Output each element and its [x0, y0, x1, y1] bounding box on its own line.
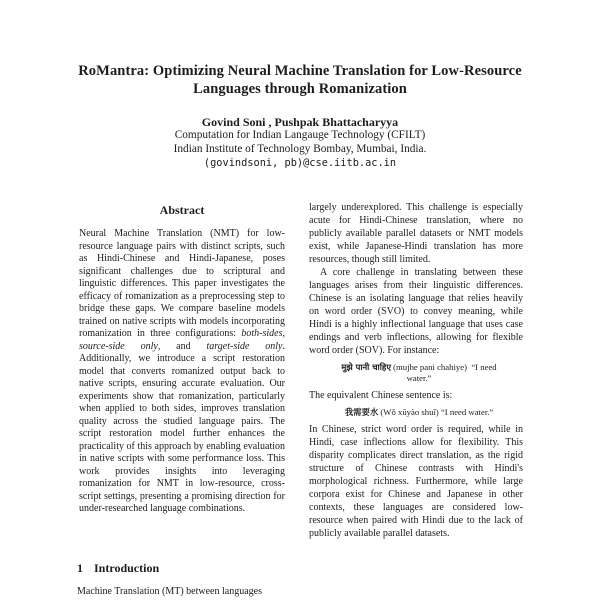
chinese-gloss: “I need water.” — [440, 407, 494, 417]
abstract-segment: , — [282, 328, 285, 339]
paper-title: RoMantra: Optimizing Neural Machine Translation for Low-Resource Languages through Romanization — [78, 63, 522, 97]
chinese-native-text: 我需要水 — [344, 407, 379, 417]
abstract-heading: Abstract — [159, 203, 205, 217]
right-paragraph-2: A core challenge in translating between these languages arises from their linguistic differences. Chinese is an isolating language that relies heavily on word order (SVO) to convey meaning, while Hindi is a highly inflectional language that uses case endings and verb inflections, allowing for flexible word order (SOV). For instance: — [309, 267, 523, 356]
author-emails: (govindsoni, pb)@cse.iitb.ac.in — [203, 157, 397, 169]
abstract-segment: . Additionally, we introduce a script restoration model that converts romanized output back to native scripts, ensuring accurate evaluation. Our experiments show that romanization, particularly when applied to both sides, improves translation quality across the studied language pairs. The script restoration model further enhances the practicality of this approach by enabling evaluation in native scripts with some performance loss. This work provides insights into leveraging romanization for NMT in low-resource, cross-script settings, presenting a promising direction for under-researched language combinations. — [79, 340, 285, 514]
abstract-segment: Neural Machine Translation (NMT) for low-resource language pairs with distinct scripts, such as Hindi-Chinese and Hindi-Japanese, poses significant challenges due to scriptural and linguistic differences. This paper investigates the efficacy of romanization as a preprocessing step to bridge these gaps. We compare baseline models trained on native scripts with models incorporating romanization in three configurations: — [79, 228, 285, 339]
introduction-first-line: Machine Translation (MT) between languages — [77, 586, 262, 597]
hindi-example — [329, 362, 509, 384]
left-column — [77, 201, 287, 596]
chinese-example — [329, 407, 509, 418]
abstract-segment: , and — [157, 340, 207, 352]
abstract-term-both-sides: both-sides — [241, 328, 283, 339]
right-paragraph-1: largely underexplored. This challenge is especially acute for Hindi-Chinese translation, where no publicly available parallel datasets or NMT models exist, while Japanese-Hindi translation has more resources, though still limited. — [309, 202, 523, 265]
paper-page — [0, 63, 600, 600]
affiliation-line-1: Computation for Indian Langauge Technology (CFILT) — [174, 129, 426, 141]
two-column-body — [77, 201, 523, 596]
affiliation-line-2: Indian Institute of Technology Bombay, Mumbai, India. — [173, 142, 427, 155]
section-title: Introduction — [94, 561, 160, 575]
abstract-term-source-side: source-side only — [79, 340, 158, 352]
author-names: Govind Soni , Pushpak Bhattacharyya — [201, 115, 399, 129]
right-paragraph-3: The equivalent Chinese sentence is: — [309, 390, 453, 401]
chinese-romanization: (Wǒ xūyào shuǐ) — [380, 407, 439, 417]
abstract-text — [77, 228, 287, 516]
author-block — [0, 115, 600, 170]
section-number: 1 — [77, 561, 83, 575]
introduction-section — [77, 561, 287, 598]
abstract-term-target-side: target-side only — [206, 340, 283, 352]
hindi-gloss: “I need water.” — [406, 362, 497, 383]
introduction-heading — [77, 561, 287, 576]
right-column — [309, 201, 523, 596]
hindi-native-text: मुझे पानी चाहिए — [341, 362, 391, 372]
right-paragraph-4: In Chinese, strict word order is required, while in Hindi, case inflections allow for flexibility. This disparity complicates direct translation, as the rigid structure of Chinese contrasts with Hindi's morphological richness. Furthermore, while large corpora exist for Chinese and Japanese in other contexts, these languages are considered low-resource when paired with Hindi due to the lack of publicly available parallel datasets. — [309, 424, 523, 539]
hindi-romanization: (mujhe pani chahiye) — [393, 362, 467, 372]
